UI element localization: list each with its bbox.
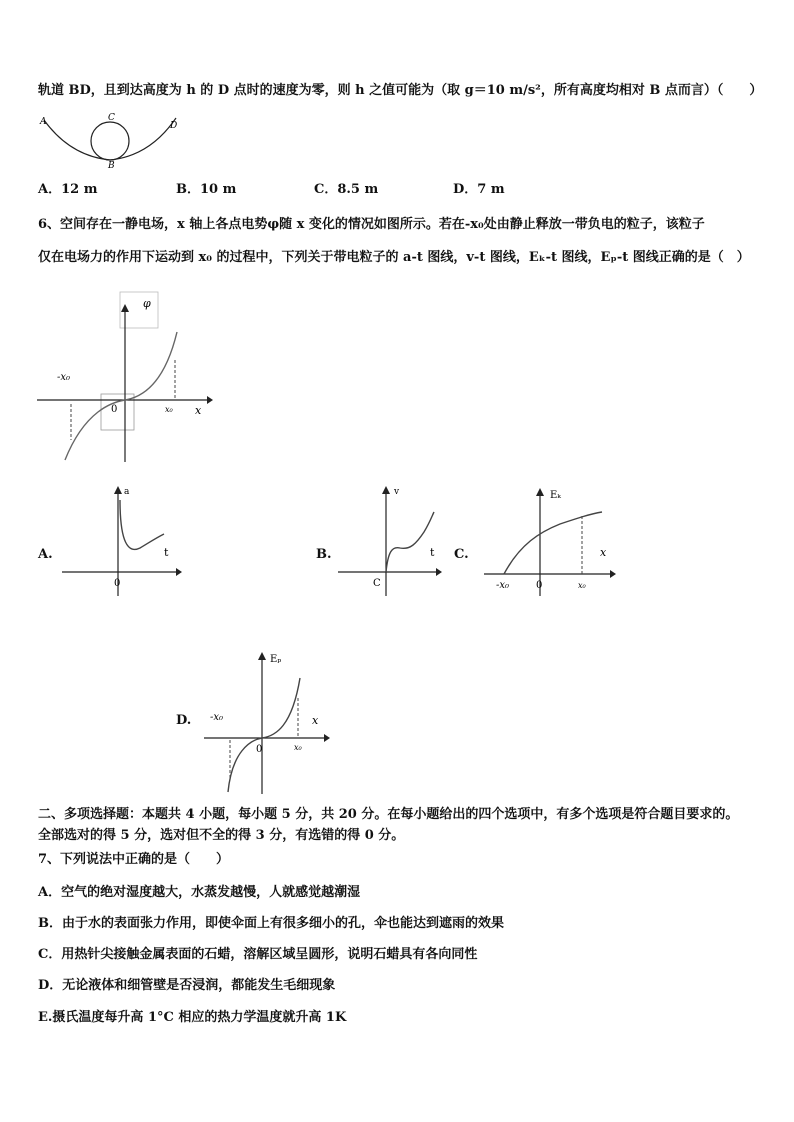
y-label-phi: φ [143, 297, 151, 310]
a-t-curve [120, 500, 164, 549]
x0-label: x₀ [165, 405, 173, 414]
q5-track-figure [30, 108, 190, 170]
q5-stem: 轨道 BD，且到达高度为 h 的 D 点时的速度为零，则 h 之值可能为（取 g＝10 m/s²，所有高度均相对 B 点而言）（ ） [38, 83, 763, 98]
x-label-t: t [430, 546, 435, 559]
origin-label: 0 [536, 580, 543, 591]
neg-x0-label: -x₀ [210, 712, 224, 723]
origin-label: C [373, 578, 381, 589]
track-curve [44, 118, 176, 160]
graph-ek [480, 484, 620, 599]
y-label-a: a [124, 487, 130, 497]
q5-option-c: C．8.5 m [314, 182, 379, 197]
graph-a-t [58, 482, 183, 597]
section2-line1: 二、多项选择题：本题共 4 小题，每小题 5 分，共 20 分。在每小题给出的四个选项中，有多个选项是符合题目要求的。 [38, 807, 739, 822]
neg-x0-label: -x₀ [57, 372, 71, 383]
x-label-x: x [195, 404, 202, 417]
q5-option-d: D．7 m [453, 182, 505, 197]
q6-stem-line2: 仅在电场力的作用下运动到 x₀ 的过程中，下列关于带电粒子的 a-t 图线，v-t 图线，Eₖ-t 图线，Eₚ-t 图线正确的是（ ） [38, 250, 750, 265]
origin-label: 0 [256, 744, 263, 755]
y-label-v: v [394, 487, 400, 497]
label-d: D [170, 121, 178, 131]
origin-label: 0 [114, 578, 121, 589]
q6-option-c-label: C. [454, 547, 469, 562]
neg-x0-label: -x₀ [496, 580, 510, 591]
q7-stem: 7、下列说法中正确的是（ ） [38, 852, 230, 867]
origin-label: 0 [111, 404, 118, 415]
graph-ep [200, 648, 335, 796]
label-c: C [108, 113, 115, 123]
x-label-x: x [312, 714, 319, 727]
v-t-curve [386, 512, 434, 572]
q6-option-a-label: A. [38, 547, 53, 562]
y-label-ep: Eₚ [270, 654, 282, 665]
q6-option-d-label: D. [176, 713, 192, 728]
x0-label: x₀ [294, 743, 302, 752]
q7-option-c: C．用热针尖接触金属表面的石蜡，溶解区域呈圆形，说明石蜡具有各向同性 [38, 947, 478, 962]
x-label-x: x [600, 546, 607, 559]
q7-option-b: B．由于水的表面张力作用，即使伞面上有很多细小的孔，伞也能达到遮雨的效果 [38, 916, 504, 931]
q6-option-b-label: B. [316, 547, 332, 562]
q7-option-d: D．无论液体和细管壁是否浸润，都能发生毛细现象 [38, 978, 336, 993]
label-b: B [108, 161, 115, 170]
graph-v-t [336, 482, 446, 597]
label-a: A [40, 117, 47, 127]
q7-option-e: E.摄氏温度每升高 1°C 相应的热力学温度就升高 1K [38, 1010, 347, 1025]
q5-option-b: B．10 m [176, 182, 237, 197]
x-label-t: t [164, 546, 169, 559]
loop-circle [91, 122, 129, 160]
x0-label: x₀ [578, 581, 586, 590]
ep-curve [228, 678, 300, 792]
q5-option-a: A．12 m [38, 182, 98, 197]
q6-stem-line1: 6、空间存在一静电场，x 轴上各点电势φ随 x 变化的情况如图所示。若在-x₀处由静止释放一带负电的粒子，该粒子 [38, 217, 705, 232]
q7-option-a: A．空气的绝对湿度越大，水蒸发越慢，人就感觉越潮湿 [38, 885, 361, 900]
phi-x-graph [35, 290, 215, 465]
ek-curve [504, 512, 602, 574]
section2-line2: 全部选对的得 5 分，选对但不全的得 3 分，有选错的得 0 分。 [38, 828, 405, 843]
y-label-ek: Eₖ [550, 490, 561, 501]
phi-curve [65, 332, 177, 460]
